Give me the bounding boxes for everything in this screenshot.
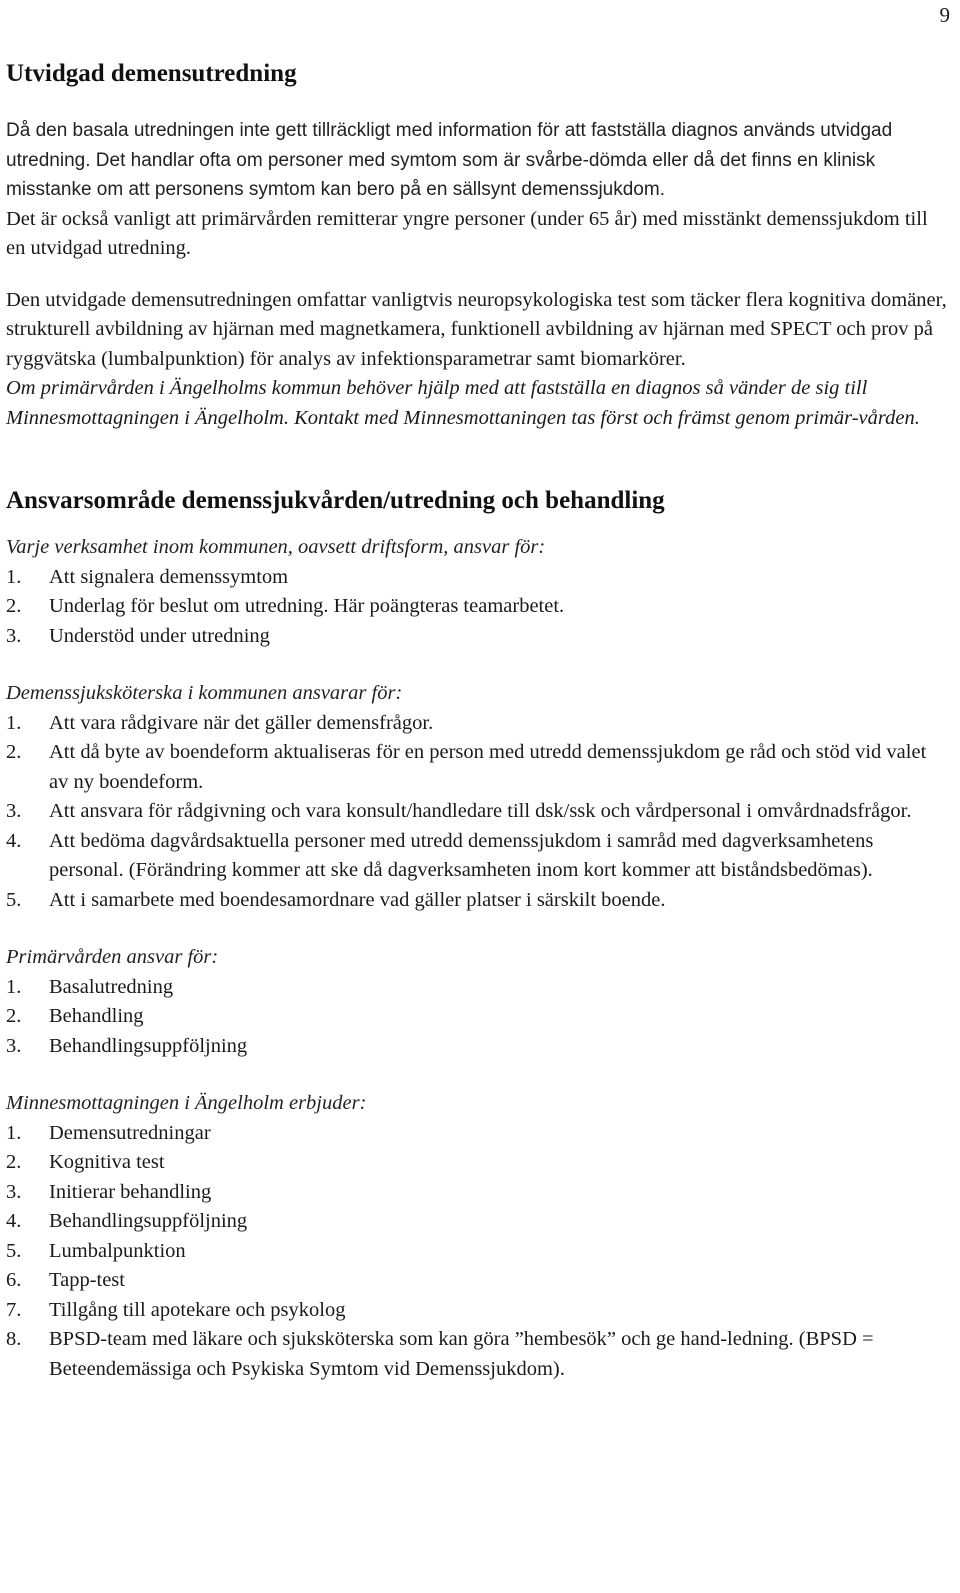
list-text: Att bedöma dagvårdsaktuella personer med utredd demenssjukdom i samråd med dagverksamhetens personal. (Förändring kommer att ske då dagverksamheten inom kort kommer att biståndsbedömas). — [49, 829, 874, 881]
document-page — [6, 58, 950, 1412]
paragraph-referral: Det är också vanligt att primärvården remitterar yngre personer (under 65 år) med misstänkt demenssjukdom till en utvidgad utredning. — [6, 207, 928, 259]
responsibility-group-demenssjukskoterska — [6, 679, 950, 915]
paragraph-contact-note: Om primärvården i Ängelholms kommun behöver hjälp med att fastställa en diagnos så vänder de sig till Minnesmottagningen i Ängelholm. Kontakt med Minnesmottaningen tas först och främst genom primär-vården. — [6, 377, 920, 429]
list-item — [6, 1032, 950, 1062]
list-item — [6, 1296, 950, 1326]
list-text: Att då byte av boendeform aktualiseras för en person med utredd demenssjukdom ge råd och stöd vid valet av ny boendeform. — [49, 741, 927, 793]
list-item — [6, 738, 950, 797]
group-heading: Demenssjuksköterska i kommunen ansvarar för: — [6, 682, 403, 704]
list-text: Underlag för beslut om utredning. Här poängteras teamarbetet. — [49, 595, 565, 617]
list-number: 3. — [6, 1034, 22, 1057]
list-number: 3. — [6, 624, 22, 647]
responsibility-group-minnesmottagningen — [6, 1089, 950, 1384]
list-text: Basalutredning — [49, 975, 174, 998]
list-number: 4. — [6, 829, 22, 852]
list-item — [6, 622, 950, 652]
numbered-list — [6, 709, 950, 916]
page-number: 9 — [939, 3, 950, 27]
group-heading: Minnesmottagningen i Ängelholm erbjuder: — [6, 1092, 367, 1114]
paragraph-intro: Då den basala utredningen inte gett tillräckligt med information för att fastställa diagnos används utvidgad utredning. Det handlar ofta om personer med symtom som är svårbe-dömda eller då det finns en klinisk misstanke om att personens symtom kan bero på en sällsynt demenssjukdom. — [6, 120, 893, 200]
list-number: 5. — [6, 1239, 22, 1262]
section-title-utvidgad: Utvidgad demensutredning — [6, 60, 297, 87]
list-item — [6, 973, 950, 1003]
list-number: 1. — [6, 1121, 22, 1144]
list-text: Kognitiva test — [49, 1151, 165, 1173]
list-item — [6, 592, 950, 622]
list-item — [6, 827, 950, 886]
list-number: 2. — [6, 1005, 22, 1027]
list-text: Tapp-test — [49, 1269, 125, 1291]
paragraph-investigation-scope: Den utvidgade demensutredningen omfattar vanligtvis neuropsykologiska test som täcker flera kognitiva domäner, strukturell avbildning av hjärnan med magnetkamera, funktionell avbildning av hjärnan med SPECT och prov på ryggvätska (lumbalpunktion) för analys av infektionsparametrar samt biomarkörer. — [6, 288, 947, 370]
list-number: 2. — [6, 1151, 22, 1173]
list-number: 3. — [6, 800, 22, 822]
list-number: 4. — [6, 1210, 22, 1232]
list-item — [6, 1325, 950, 1384]
list-number: 3. — [6, 1180, 22, 1203]
list-item — [6, 797, 950, 827]
group-heading: Varje verksamhet inom kommunen, oavsett driftsform, ansvar för: — [6, 536, 546, 558]
list-text: BPSD-team med läkare och sjuksköterska som kan göra ”hembesök” och ge hand-ledning. (BPSD = Beteendemässiga och Psykiska Symtom vid Demenssjukdom). — [49, 1328, 874, 1380]
responsibility-group-primarvarden — [6, 943, 950, 1061]
list-text: Att vara rådgivare när det gäller demensfrågor. — [49, 711, 434, 734]
list-number: 2. — [6, 741, 22, 763]
list-number: 7. — [6, 1298, 22, 1321]
list-item — [6, 1178, 950, 1208]
list-item — [6, 709, 950, 739]
list-text: Initierar behandling — [49, 1180, 212, 1203]
numbered-list — [6, 1119, 950, 1385]
list-number: 2. — [6, 595, 22, 617]
list-text: Behandling — [49, 1005, 144, 1027]
list-text: Lumbalpunktion — [49, 1239, 186, 1262]
list-item — [6, 1148, 950, 1178]
list-text: Behandlingsuppföljning — [49, 1210, 248, 1232]
list-item — [6, 563, 950, 593]
list-text: Att i samarbete med boendesamordnare vad gäller platser i särskilt boende. — [49, 888, 666, 911]
list-item — [6, 1002, 950, 1032]
list-number: 8. — [6, 1328, 22, 1350]
list-number: 1. — [6, 975, 22, 998]
list-text: Understöd under utredning — [49, 624, 270, 647]
list-text: Tillgång till apotekare och psykolog — [49, 1298, 346, 1321]
list-item — [6, 1119, 950, 1149]
list-number: 1. — [6, 565, 22, 588]
list-text: Att signalera demenssymtom — [49, 565, 289, 588]
numbered-list — [6, 563, 950, 652]
list-text: Demensutredningar — [49, 1121, 211, 1144]
group-heading: Primärvården ansvar för: — [6, 946, 219, 968]
list-item — [6, 1266, 950, 1296]
list-item — [6, 1207, 950, 1237]
numbered-list — [6, 973, 950, 1062]
list-item — [6, 1237, 950, 1267]
list-text: Att ansvara för rådgivning och vara konsult/handledare till dsk/ssk och vårdpersonal i omvårdnadsfrågor. — [49, 800, 912, 822]
list-item — [6, 886, 950, 916]
responsibility-group-verksamhet — [6, 533, 950, 651]
list-number: 5. — [6, 888, 22, 911]
list-text: Behandlingsuppföljning — [49, 1034, 248, 1057]
list-number: 1. — [6, 711, 22, 734]
list-number: 6. — [6, 1269, 22, 1291]
section-title-ansvarsomrade: Ansvarsområde demenssjukvården/utredning och behandling — [6, 487, 665, 514]
